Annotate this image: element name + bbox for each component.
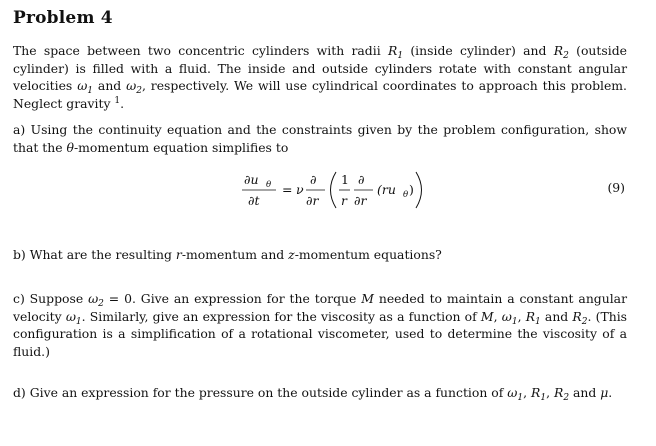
symbol-r1-c: $R_1$	[525, 308, 541, 327]
part-c-text: c) Suppose $\omega_2 = 0$. Give an expression for the torque M needed to maintain a constant angular velocity $\omega_1$. Similarly, give an expression for the viscosity as a function of M, $\omega_1$, $R_1$ and $R_2$. (This configuration is a simplification of a rotational viscometer, used to determine the viscosity of a fluid.)	[13, 291, 628, 359]
equation-9	[13, 168, 627, 212]
theta-momentum-equation	[241, 168, 461, 212]
symbol-omega1: $\omega_1$	[77, 78, 94, 97]
symbol-z: z	[288, 247, 295, 262]
right-paren	[416, 172, 422, 208]
symbol-m2: M	[480, 308, 494, 324]
lhs-denominator: ∂t	[248, 193, 260, 208]
inner-d-denominator: ∂r	[354, 193, 367, 208]
symbol-r2-d: $R_2$	[553, 385, 570, 403]
symbol-m: M	[361, 291, 374, 306]
inner-one: 1	[341, 172, 349, 187]
symbol-r2-c: $R_2$	[572, 308, 588, 327]
footnote-marker[interactable]: 1	[114, 95, 121, 106]
inner-r: r	[341, 193, 347, 208]
part-a-text: a) Using the continuity equation and the constraints given by the problem configuration, show that the θ-momentum equation simplifies to	[13, 122, 627, 155]
symbol-r1-d: $R_1$	[531, 385, 547, 403]
outer-d-denominator: ∂r	[306, 193, 319, 208]
symbol-r: r	[175, 247, 182, 262]
symbol-theta: θ	[66, 139, 74, 155]
problem-page	[13, 8, 628, 403]
outer-d-numerator: ∂	[310, 172, 317, 187]
inner-d-numerator: ∂	[358, 172, 365, 187]
inner-term-sub: θ	[403, 190, 409, 200]
symbol-omega1-c: $\omega_1$	[65, 308, 82, 327]
left-paren	[331, 172, 337, 208]
lhs-numerator: ∂u	[244, 172, 259, 187]
inner-term-close: )	[409, 182, 414, 197]
part-b-text: b) What are the resulting r-momentum and z-momentum equations?	[13, 247, 442, 262]
inner-term: (ru	[377, 182, 396, 197]
symbol-omega2: $\omega_2$	[126, 78, 142, 97]
symbol-omega1-c2: $\omega_1$	[501, 308, 518, 327]
intro-paragraph: The space between two concentric cylinders with radii $R_1$ (inside cylinder) and $R_2$ (outside cylinder) is filled with a fluid. The inside and outside cylinders rotate with constant angular velocities $\omega_1$ and $\omega_2$, respectively. We will use cylindrical coordinates to approach this problem. Neglect gravity $^1$.	[13, 43, 627, 111]
symbol-mu: μ	[600, 385, 609, 400]
equals-sign: =	[282, 182, 293, 197]
symbol-omega2-c: $\omega_2$	[88, 291, 104, 309]
lhs-numerator-sub: θ	[266, 180, 272, 190]
symbol-r2: $R_2$	[553, 43, 569, 61]
part-d-text: d) Give an expression for the pressure on the outside cylinder as a function of $\omega_1$, $R_1$, $R_2$ and μ.	[13, 385, 613, 403]
problem-title: Problem 4	[13, 8, 113, 28]
symbol-omega1-d: $\omega_1$	[507, 385, 524, 403]
equation-number: (9)	[607, 180, 625, 195]
nu-symbol: ν	[296, 182, 304, 197]
symbol-r1: $R_1$	[387, 43, 404, 61]
